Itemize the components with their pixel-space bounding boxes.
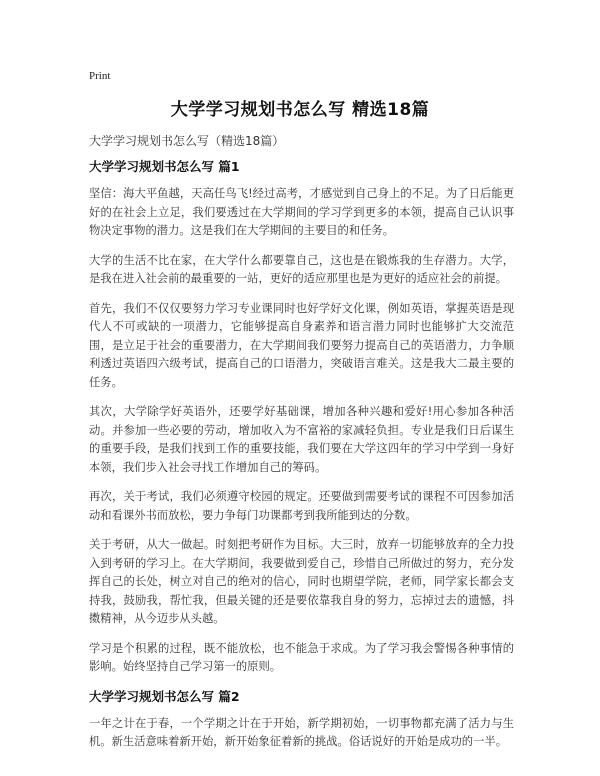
paragraph: 再次，关于考试，我们必须遵守校园的规定。还要做到需要考试的课程不可因参加活动和看课外书而放松，要力争每门功课都考到我所能到达的分数。: [89, 490, 514, 522]
paragraph: 关于考研，从大一做起。时刻把考研作为目标。大三时，放弃一切能够放弃的全力投入到考研的学习上。在大学期间，我要做到爱自己，珍惜自己所做过的努力，充分发挥自己的长处，树立对自己的绝对的信心，同时也期望学院，老师，同学家长都会支持我，鼓励我，帮忙我，但最关键的还是要依靠我自身的努力，忘掉过去的遗憾，抖擞精神，从今迈步从头越。: [89, 538, 514, 625]
paragraph: 大学的生活不比在家，在大学什么都要靠自己，这也是在锻炼我的生存潜力。大学，是我在进入社会前的最重要的一站，更好的适应那里也是为更好的适应社会的前提。: [89, 253, 514, 285]
print-link[interactable]: Print: [89, 70, 111, 82]
paragraph: 首先，我们不仅仅要努力学习专业课同时也好学好文化课，例如英语，掌握英语是现代人不可或缺的一项潜力，它能够提高自身素养和语言潜力同时也能够扩大交流范围，是立足于社会的重要潜力，在大学期间我们要努力提高自己的英语潜力，力争顺利透过英语四六级考试，提高自己的口语潜力，突破语言难关。这是我大二最主要的任务。: [89, 301, 514, 389]
section-1: [89, 158, 514, 677]
section-2: [89, 688, 514, 752]
page-title: 大学学习规划书怎么写 精选18篇: [170, 100, 430, 120]
document-body: [89, 158, 514, 763]
paragraph: 学习是个积累的过程，既不能放松，也不能急于求成。为了学习我会警惕各种事情的影响。始终坚持自己学习第一的原则。: [89, 641, 514, 673]
section-heading: 大学学习规划书怎么写 篇1: [89, 159, 240, 174]
paragraph: 其次，大学除学好英语外，还要学好基础课，增加各种兴趣和爱好!用心参加各种活动。并参加一些必要的劳动，增加收入为不富裕的家减轻负担。专业是我们日后谋生的重要手段，是我们找到工作的重要技能，我们要在大学这四年的学习中学到一身好本领，我们步入社会寻找工作增加自己的筹码。: [89, 405, 514, 474]
paragraph: 坚信：海大平鱼越，天高任鸟飞!经过高考，才感觉到自己身上的不足。为了日后能更好的在社会上立足，我们要透过在大学期间的学习学到更多的本领，提高自己认识事物决定事物的潜力。这是我们在大学期间的主要目的和任务。: [89, 187, 514, 237]
section-heading: 大学学习规划书怎么写 篇2: [89, 688, 240, 704]
document-subtitle: 大学学习规划书怎么写（精选18篇）: [89, 134, 285, 148]
paragraph: 一年之计在于春，一个学期之计在于开始，新学期初始，一切事物都充满了活力与生机。新生活意味着新开始，新开始象征着新的挑战。俗话说好的开始是成功的一半。: [89, 716, 514, 748]
